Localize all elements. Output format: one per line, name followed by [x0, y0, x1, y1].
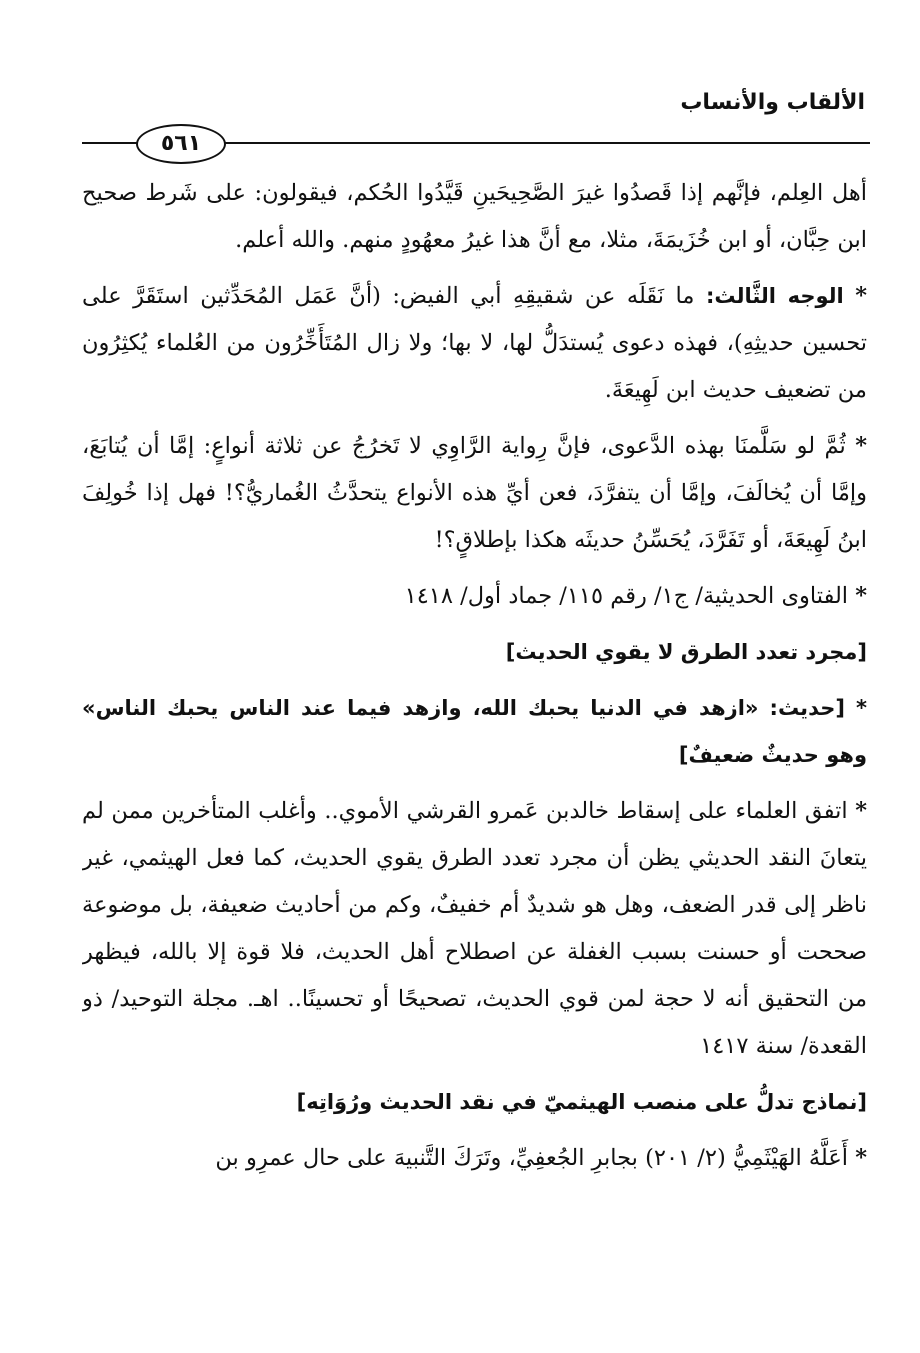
paragraph [82, 170, 867, 264]
star-marker: * [855, 433, 867, 459]
running-title: الألقاب والأنساب [680, 90, 865, 115]
section-heading: [مجرد تعدد الطرق لا يقوي الحديث] [505, 640, 867, 664]
star-marker: * [855, 283, 867, 309]
paragraph [82, 573, 867, 620]
paragraph-text: أهل العِلم، فإنَّهم إذا قَصدُوا غيرَ الصَّحِيحَينِ قَيَّدُوا الحُكم، فيقولون: على شَرط صحيح ابن حِبَّان، أو ابن خُزَيمَةَ، مثلا، مع أنَّ هذا غيرُ معهُودٍ منهم. والله أعلم. [82, 180, 867, 253]
star-marker: * [855, 1145, 867, 1171]
paragraph [82, 685, 867, 779]
section-heading: [نماذج تدلُّ على منصب الهيثميّ في نقد الحديث ورُوَاتِه] [296, 1090, 867, 1114]
paragraph-text: أَعَلَّهُ الهَيْثَمِيُّ (٢/ ٢٠١) بجابرِ الجُعفِيِّ، وتَرَكَ التَّنبيهَ على حال عمرِو بن [215, 1145, 849, 1171]
paragraph-lead: الوجه الثَّالث: [705, 284, 844, 308]
paragraph [82, 423, 867, 564]
star-marker: * [855, 798, 867, 824]
page-body [82, 170, 867, 1335]
paragraph-text: اتفق العلماء على إسقاط خالدبن عَمرو القرشي الأموي.. وأغلب المتأخرين ممن لم يتعانَ النقد الحديثي يظن أن مجرد تعدد الطرق يقوي الحديث، كما فعل الهيثمي، غير ناظر إلى قدر الضعف، وهل هو شديدٌ أم خفيفٌ، وكم من أحاديث ضعيفة، بل موضوعة صححت أو حسنت بسبب الغفلة عن اصطلاح أهل الحديث، فلا قوة إلا بالله، فيظهر من التحقيق أنه لا حجة لمن قوي الحديث، تصحيحًا أو تحسينًا.. اهـ. مجلة التوحيد/ ذو القعدة/ سنة ١٤١٧ [82, 798, 867, 1059]
star-marker: * [856, 696, 867, 720]
paragraph [82, 273, 867, 414]
paragraph-text: [حديث: «ازهد في الدنيا يحبك الله، وازهد فيما عند الناس يحبك الناس» وهو حديثٌ ضعيفٌ] [82, 696, 867, 767]
star-marker: * [855, 583, 867, 609]
paragraph-text: ثُمَّ لو سَلَّمنَا بهذه الدَّعوى، فإنَّ رِواية الرَّاوِي لا تَخرُجُ عن ثلاثة أنواعٍ: إمَّا أن يُتابَعَ، وإمَّا أن يُخالَفَ، وإمَّا أن يتفرَّدَ، فعن أيِّ هذه الأنواع يتحدَّثُ الغُماريُّ؟! فهل إذا خُولِفَ ابنُ لَهِيعَةَ، أو تَفَرَّدَ، يُحَسِّنُ حديثَه هكذا بإطلاقٍ؟! [82, 433, 867, 553]
paragraph-text: ما نَقَلَه عن شقيقِهِ أبي الفيض: (أنَّ عَمَل المُحَدِّثين استَقَرَّ على تحسين حديثِهِ)، فهذه دعوى يُستدَلُّ لها، لا بها؛ ولا زال المُتَأَخِّرُون من العُلماء يُكثِرُون من تضعيف حديث ابن لَهِيعَةَ. [82, 283, 867, 403]
paragraph-text: الفتاوى الحديثية/ ج١/ رقم ١١٥/ جماد أول/ ١٤١٨ [404, 583, 849, 609]
paragraph [82, 788, 867, 1070]
paragraph [82, 1135, 867, 1182]
page-number: ٥٦١ [136, 124, 226, 164]
